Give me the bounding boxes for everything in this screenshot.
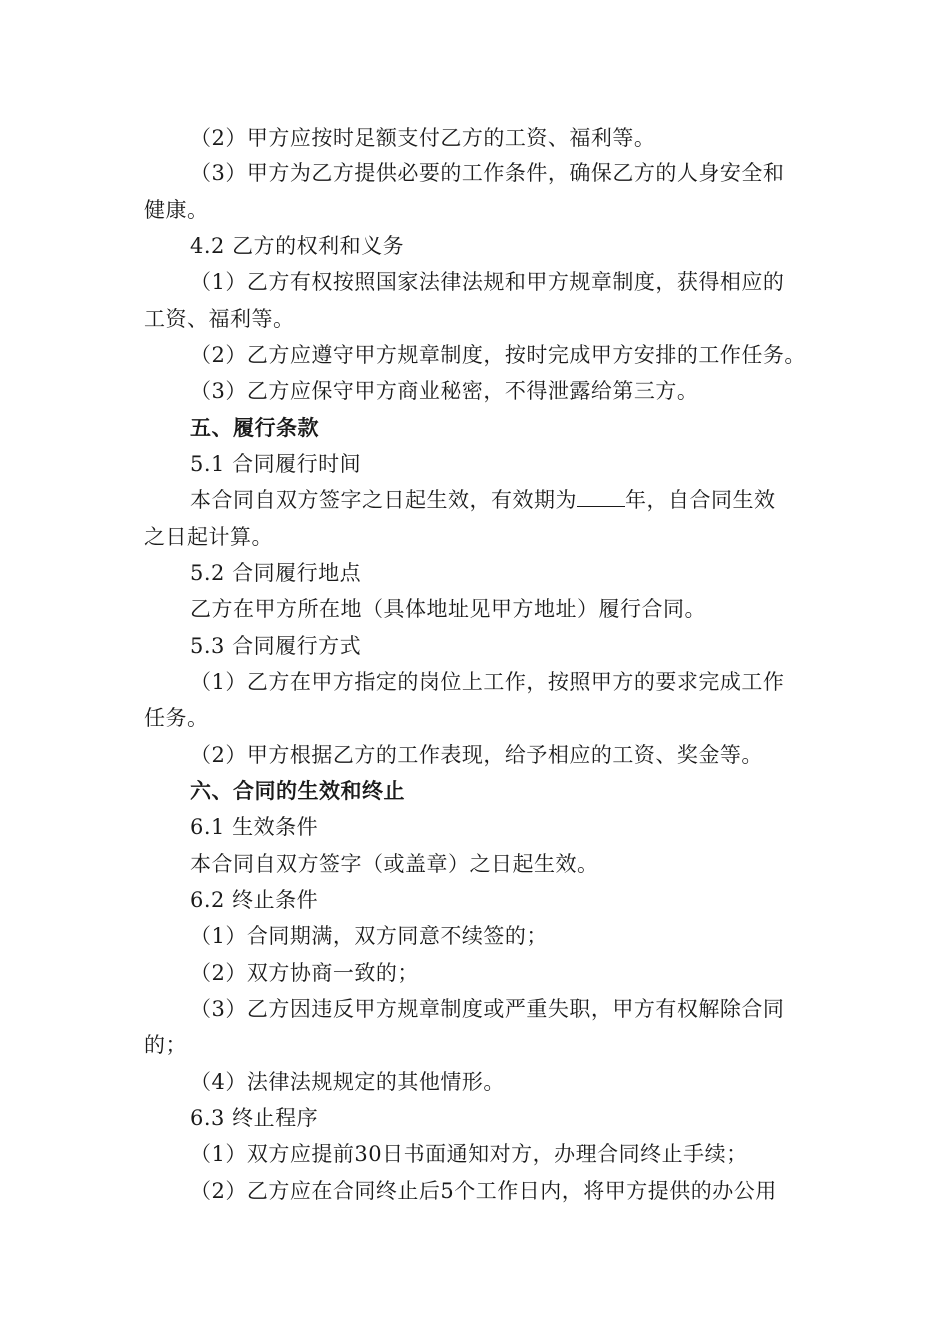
clause-5-1-title: 5.1 合同履行时间	[190, 452, 362, 476]
section-6-heading: 六、合同的生效和终止	[190, 778, 405, 803]
clause-4-2-item-2: （2）乙方应遵守甲方规章制度，按时完成甲方安排的工作任务。	[190, 343, 806, 367]
clause-4-2-title: 4.2 乙方的权利和义务	[190, 234, 405, 258]
clause-5-1-text	[190, 485, 776, 515]
clause-4-2-item-1: （1）乙方有权按照国家法律法规和甲方规章制度，获得相应的	[190, 270, 785, 294]
clause-6-3-item-2: （2）乙方应在合同终止后5个工作日内，将甲方提供的办公用	[190, 1179, 777, 1203]
clause-5-2-text: 乙方在甲方所在地（具体地址见甲方地址）履行合同。	[190, 597, 706, 621]
clause-5-3-title: 5.3 合同履行方式	[190, 634, 362, 658]
clause-5-1-text-cont: 之日起计算。	[144, 525, 273, 549]
clause-4-1-item-2: （2）甲方应按时足额支付乙方的工资、福利等。	[190, 126, 656, 150]
clause-6-2-item-3-cont: 的；	[144, 1033, 187, 1057]
clause-5-1-text-start: 本合同自双方签字之日起生效，有效期为	[190, 488, 577, 512]
clause-6-2-item-2: （2）双方协商一致的；	[190, 961, 419, 985]
term-years-blank	[577, 488, 625, 507]
clause-6-1-title: 6.1 生效条件	[190, 815, 319, 839]
clause-6-2-item-3: （3）乙方因违反甲方规章制度或严重失职，甲方有权解除合同	[190, 997, 785, 1021]
clause-4-1-item-3: （3）甲方为乙方提供必要的工作条件，确保乙方的人身安全和	[190, 161, 785, 185]
clause-5-3-item-1: （1）乙方在甲方指定的岗位上工作，按照甲方的要求完成工作	[190, 670, 785, 694]
clause-5-3-item-2: （2）甲方根据乙方的工作表现，给予相应的工资、奖金等。	[190, 743, 763, 767]
clause-5-2-title: 5.2 合同履行地点	[190, 561, 362, 585]
section-5-heading: 五、履行条款	[190, 415, 319, 440]
clause-6-3-item-1: （1）双方应提前30日书面通知对方，办理合同终止手续；	[190, 1142, 748, 1166]
clause-4-2-item-3: （3）乙方应保守甲方商业秘密，不得泄露给第三方。	[190, 379, 699, 403]
clause-5-3-item-1-cont: 任务。	[144, 706, 209, 730]
clause-6-1-text: 本合同自双方签字（或盖章）之日起生效。	[190, 852, 599, 876]
clause-6-3-title: 6.3 终止程序	[190, 1106, 319, 1130]
clause-6-2-item-4: （4）法律法规规定的其他情形。	[190, 1070, 505, 1094]
clause-4-1-item-3-cont: 健康。	[144, 198, 209, 222]
clause-4-2-item-1-cont: 工资、福利等。	[144, 307, 295, 331]
clause-6-2-item-1: （1）合同期满，双方同意不续签的；	[190, 924, 548, 948]
clause-6-2-title: 6.2 终止条件	[190, 888, 319, 912]
clause-5-1-text-end: 年，自合同生效	[625, 488, 776, 512]
